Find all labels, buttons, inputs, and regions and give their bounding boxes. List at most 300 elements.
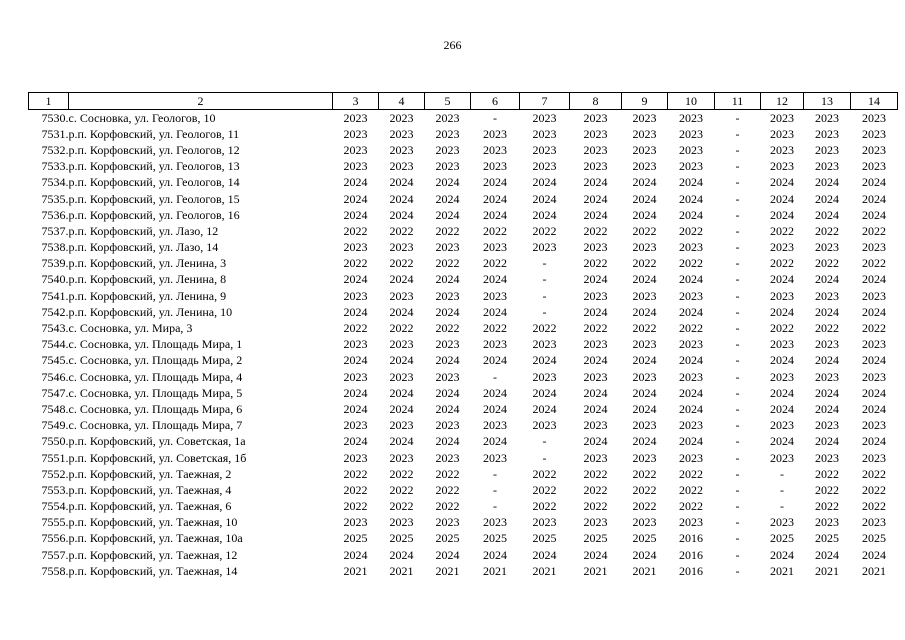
year-cell: 2022 — [583, 321, 608, 336]
year-cell: 2025 — [389, 531, 414, 546]
year-cell: 2023 — [583, 142, 608, 157]
year-cell: 2021 — [532, 563, 557, 578]
year-cell: 2022 — [679, 466, 703, 481]
year-cell: 2022 — [583, 256, 608, 271]
year-cell: 2024 — [862, 191, 886, 206]
year-cell: 2016 — [679, 563, 703, 578]
year-cell: 2023 — [532, 110, 557, 125]
year-cell: 2023 — [389, 515, 414, 530]
table-row — [29, 142, 898, 158]
year-cell: 2021 — [815, 563, 839, 578]
address-cell: р.п. Корфовский, ул. Таежная, 2 — [68, 466, 232, 481]
year-cell: 2024 — [435, 547, 460, 562]
year-cell: 2024 — [770, 401, 794, 416]
year-cell: 2024 — [435, 175, 460, 190]
year-cell: 2022 — [679, 499, 703, 514]
year-cell: 2022 — [343, 256, 368, 271]
row-number-cell: 7536. — [41, 207, 69, 222]
year-cell: - — [735, 272, 740, 287]
row-number-cell: 7555. — [41, 515, 69, 530]
year-cell: 2023 — [632, 515, 657, 530]
year-cell: - — [735, 175, 740, 190]
address-cell: р.п. Корфовский, ул. Советская, 1а — [68, 434, 246, 449]
year-cell: 2022 — [770, 223, 794, 238]
year-cell: 2022 — [679, 223, 703, 238]
address-cell: р.п. Корфовский, ул. Геологов, 15 — [68, 191, 240, 206]
year-cell: - — [493, 369, 497, 384]
year-cell: - — [780, 499, 784, 514]
year-cell: 2023 — [770, 418, 794, 433]
year-cell: 2024 — [679, 304, 703, 319]
address-cell: с. Сосновка, ул. Площадь Мира, 6 — [68, 401, 243, 416]
year-cell: 2023 — [343, 240, 368, 255]
year-cell: - — [735, 110, 740, 125]
table-row — [29, 110, 898, 127]
table-row — [29, 288, 898, 304]
year-cell: 2024 — [343, 547, 368, 562]
year-cell: 2023 — [343, 418, 368, 433]
year-cell: 2021 — [862, 563, 886, 578]
year-cell: - — [735, 240, 740, 255]
year-cell: 2023 — [815, 450, 839, 465]
year-cell: 2023 — [815, 110, 839, 125]
year-cell: 2023 — [679, 126, 703, 141]
year-cell: 2023 — [435, 515, 460, 530]
row-number-cell: 7531. — [41, 126, 69, 141]
schedule-table — [28, 92, 898, 579]
year-cell: 2022 — [435, 256, 460, 271]
year-cell: 2023 — [770, 337, 794, 352]
year-cell: - — [735, 369, 740, 384]
year-cell: - — [542, 304, 547, 319]
year-cell: 2024 — [862, 385, 886, 400]
column-header: 7 — [520, 93, 570, 110]
year-cell: 2023 — [862, 450, 886, 465]
year-cell: 2024 — [389, 304, 414, 319]
year-cell: 2022 — [815, 321, 839, 336]
year-cell: 2024 — [770, 385, 794, 400]
year-cell: - — [735, 159, 740, 174]
year-cell: 2021 — [483, 563, 507, 578]
year-cell: 2023 — [532, 418, 557, 433]
column-header: 4 — [379, 93, 425, 110]
year-cell: 2021 — [583, 563, 608, 578]
year-cell: 2022 — [483, 321, 507, 336]
year-cell: - — [735, 353, 740, 368]
year-cell: 2023 — [862, 288, 886, 303]
year-cell: 2023 — [343, 369, 368, 384]
year-cell: 2016 — [679, 531, 703, 546]
year-cell: 2024 — [583, 304, 608, 319]
year-cell: 2024 — [862, 304, 886, 319]
year-cell: 2022 — [343, 223, 368, 238]
year-cell: 2024 — [389, 401, 414, 416]
year-cell: 2023 — [679, 110, 703, 125]
year-cell: - — [493, 110, 497, 125]
year-cell: 2024 — [343, 207, 368, 222]
year-cell: 2024 — [583, 353, 608, 368]
year-cell: 2022 — [679, 482, 703, 497]
year-cell: 2023 — [435, 418, 460, 433]
year-cell: 2022 — [532, 499, 557, 514]
year-cell: 2022 — [862, 499, 886, 514]
year-cell: 2023 — [632, 337, 657, 352]
year-cell: 2023 — [389, 288, 414, 303]
year-cell: 2023 — [389, 159, 414, 174]
year-cell: 2023 — [583, 240, 608, 255]
year-cell: 2024 — [343, 434, 368, 449]
year-cell: 2024 — [343, 304, 368, 319]
row-number-cell: 7540. — [41, 272, 69, 287]
year-cell: 2022 — [343, 482, 368, 497]
year-cell: 2022 — [435, 499, 460, 514]
year-cell: 2024 — [435, 434, 460, 449]
year-cell: 2024 — [483, 353, 507, 368]
year-cell: 2022 — [389, 321, 414, 336]
year-cell: 2023 — [815, 240, 839, 255]
year-cell: 2022 — [435, 321, 460, 336]
year-cell: 2024 — [815, 385, 839, 400]
year-cell: 2022 — [532, 482, 557, 497]
table-body — [29, 110, 898, 580]
row-number-cell: 7532. — [41, 142, 69, 157]
year-cell: 2022 — [435, 466, 460, 481]
year-cell: 2024 — [389, 434, 414, 449]
year-cell: 2023 — [632, 159, 657, 174]
year-cell: 2023 — [343, 126, 368, 141]
year-cell: 2024 — [389, 547, 414, 562]
year-cell: 2022 — [389, 256, 414, 271]
year-cell: 2023 — [862, 337, 886, 352]
year-cell: 2023 — [583, 450, 608, 465]
year-cell: 2023 — [679, 337, 703, 352]
row-number-cell: 7553. — [41, 482, 69, 497]
year-cell: 2025 — [770, 531, 794, 546]
column-header: 12 — [761, 93, 804, 110]
year-cell: 2024 — [679, 353, 703, 368]
address-cell: с. Сосновка, ул. Мира, 3 — [68, 321, 193, 336]
year-cell: 2023 — [679, 142, 703, 157]
year-cell: 2023 — [632, 418, 657, 433]
year-cell: 2023 — [583, 418, 608, 433]
year-cell: 2021 — [770, 563, 794, 578]
table-row — [29, 385, 898, 401]
table-row — [29, 482, 898, 498]
address-cell: с. Сосновка, ул. Площадь Мира, 5 — [68, 385, 243, 400]
year-cell: 2024 — [583, 175, 608, 190]
year-cell: 2025 — [343, 531, 368, 546]
year-cell: - — [542, 450, 547, 465]
year-cell: 2024 — [862, 401, 886, 416]
table-row — [29, 159, 898, 175]
address-cell: с. Сосновка, ул. Площадь Мира, 2 — [68, 353, 243, 368]
year-cell: 2022 — [483, 223, 507, 238]
table-row — [29, 240, 898, 256]
address-cell: р.п. Корфовский, ул. Таежная, 6 — [68, 499, 232, 514]
year-cell: 2022 — [862, 321, 886, 336]
table-row — [29, 563, 898, 579]
row-number-cell: 7541. — [41, 288, 69, 303]
year-cell: 2022 — [632, 223, 657, 238]
year-cell: 2024 — [583, 401, 608, 416]
year-cell: 2025 — [862, 531, 886, 546]
year-cell: 2024 — [583, 191, 608, 206]
year-cell: 2024 — [435, 353, 460, 368]
table-row — [29, 369, 898, 385]
column-header: 5 — [425, 93, 471, 110]
year-cell: 2024 — [483, 191, 507, 206]
year-cell: 2024 — [632, 304, 657, 319]
year-cell: 2023 — [483, 142, 507, 157]
row-number-cell: 7548. — [41, 401, 69, 416]
year-cell: 2023 — [770, 159, 794, 174]
column-header: 10 — [668, 93, 715, 110]
column-header: 6 — [471, 93, 520, 110]
year-cell: 2023 — [532, 142, 557, 157]
row-number-cell: 7543. — [41, 321, 69, 336]
year-cell: - — [735, 499, 740, 514]
year-cell: 2024 — [770, 175, 794, 190]
year-cell: 2025 — [632, 531, 657, 546]
year-cell: 2024 — [770, 207, 794, 222]
year-cell: 2023 — [389, 240, 414, 255]
year-cell: - — [735, 466, 740, 481]
table-row — [29, 499, 898, 515]
year-cell: 2023 — [532, 126, 557, 141]
year-cell: 2024 — [483, 401, 507, 416]
column-header: 11 — [715, 93, 761, 110]
year-cell: 2024 — [679, 401, 703, 416]
year-cell: 2024 — [770, 353, 794, 368]
year-cell: 2024 — [815, 353, 839, 368]
year-cell: 2023 — [815, 515, 839, 530]
year-cell: 2023 — [770, 515, 794, 530]
year-cell: 2024 — [532, 547, 557, 562]
address-cell: р.п. Корфовский, ул. Таежная, 10 — [68, 515, 238, 530]
year-cell: 2024 — [862, 207, 886, 222]
year-cell: - — [735, 434, 740, 449]
year-cell: 2022 — [815, 499, 839, 514]
year-cell: 2024 — [632, 353, 657, 368]
year-cell: 2024 — [435, 385, 460, 400]
year-cell: 2023 — [532, 369, 557, 384]
year-cell: - — [735, 142, 740, 157]
year-cell: 2024 — [862, 353, 886, 368]
year-cell: 2022 — [343, 499, 368, 514]
address-cell: р.п. Корфовский, ул. Таежная, 10а — [68, 531, 243, 546]
year-cell: 2024 — [679, 191, 703, 206]
year-cell: 2024 — [862, 434, 886, 449]
year-cell: - — [735, 482, 740, 497]
year-cell: 2023 — [435, 142, 460, 157]
year-cell: 2024 — [862, 547, 886, 562]
year-cell: - — [735, 401, 740, 416]
table-row — [29, 418, 898, 434]
address-cell: р.п. Корфовский, ул. Геологов, 13 — [68, 159, 240, 174]
table-row — [29, 450, 898, 466]
year-cell: 2024 — [583, 547, 608, 562]
year-cell: 2023 — [770, 240, 794, 255]
year-cell: 2024 — [815, 191, 839, 206]
table-row — [29, 304, 898, 320]
address-cell: р.п. Корфовский, ул. Геологов, 12 — [68, 142, 240, 157]
year-cell: - — [542, 434, 547, 449]
year-cell: 2024 — [862, 272, 886, 287]
year-cell: 2024 — [483, 434, 507, 449]
address-cell: р.п. Корфовский, ул. Лазо, 14 — [68, 240, 219, 255]
year-cell: 2023 — [679, 450, 703, 465]
year-cell: 2024 — [632, 207, 657, 222]
year-cell: 2024 — [815, 434, 839, 449]
year-cell: 2023 — [583, 369, 608, 384]
year-cell: 2024 — [632, 434, 657, 449]
year-cell: 2023 — [483, 240, 507, 255]
year-cell: 2024 — [532, 401, 557, 416]
year-cell: 2022 — [435, 223, 460, 238]
year-cell: 2023 — [583, 110, 608, 125]
year-cell: 2024 — [483, 385, 507, 400]
year-cell: 2024 — [583, 385, 608, 400]
year-cell: 2023 — [583, 337, 608, 352]
year-cell: 2024 — [862, 175, 886, 190]
year-cell: 2024 — [815, 272, 839, 287]
year-cell: 2024 — [343, 353, 368, 368]
row-number-cell: 7538. — [41, 240, 69, 255]
address-cell: р.п. Корфовский, ул. Лазо, 12 — [68, 223, 219, 238]
address-cell: р.п. Корфовский, ул. Таежная, 12 — [68, 547, 238, 562]
row-number-cell: 7552. — [41, 466, 69, 481]
year-cell: 2023 — [483, 515, 507, 530]
year-cell: 2023 — [632, 450, 657, 465]
year-cell: 2024 — [435, 207, 460, 222]
year-cell: 2023 — [583, 126, 608, 141]
year-cell: 2024 — [389, 272, 414, 287]
year-cell: 2024 — [343, 385, 368, 400]
year-cell: - — [542, 272, 547, 287]
row-number-cell: 7549. — [41, 418, 69, 433]
year-cell: 2022 — [435, 482, 460, 497]
year-cell: - — [735, 126, 740, 141]
year-cell: 2023 — [679, 418, 703, 433]
table-row — [29, 337, 898, 353]
table-row — [29, 320, 898, 336]
table-row — [29, 466, 898, 482]
year-cell: 2023 — [679, 159, 703, 174]
year-cell: - — [780, 482, 784, 497]
year-cell: - — [735, 191, 740, 206]
row-number-cell: 7554. — [41, 499, 69, 514]
year-cell: 2023 — [435, 337, 460, 352]
year-cell: 2023 — [815, 159, 839, 174]
year-cell: 2022 — [632, 256, 657, 271]
table-row — [29, 126, 898, 142]
year-cell: 2023 — [632, 240, 657, 255]
year-cell: 2021 — [435, 563, 460, 578]
year-cell: 2023 — [389, 337, 414, 352]
year-cell: 2023 — [483, 337, 507, 352]
year-cell: - — [493, 499, 497, 514]
year-cell: 2024 — [343, 191, 368, 206]
year-cell: 2024 — [483, 207, 507, 222]
column-header: 8 — [570, 93, 622, 110]
year-cell: 2024 — [583, 434, 608, 449]
year-cell: 2023 — [435, 110, 460, 125]
year-cell: 2022 — [770, 256, 794, 271]
year-cell: 2024 — [343, 175, 368, 190]
year-cell: 2022 — [389, 466, 414, 481]
address-cell: с. Сосновка, ул. Площадь Мира, 7 — [68, 418, 243, 433]
year-cell: 2022 — [679, 321, 703, 336]
year-cell: 2023 — [483, 288, 507, 303]
year-cell: 2022 — [583, 482, 608, 497]
year-cell: 2024 — [770, 547, 794, 562]
year-cell: 2022 — [632, 499, 657, 514]
year-cell: 2025 — [532, 531, 557, 546]
year-cell: 2023 — [343, 288, 368, 303]
year-cell: 2025 — [815, 531, 839, 546]
year-cell: 2022 — [862, 223, 886, 238]
address-cell: р.п. Корфовский, ул. Таежная, 4 — [68, 482, 232, 497]
year-cell: 2024 — [679, 175, 703, 190]
year-cell: 2024 — [815, 175, 839, 190]
year-cell: 2024 — [815, 547, 839, 562]
year-cell: 2023 — [532, 515, 557, 530]
year-cell: 2022 — [583, 466, 608, 481]
year-cell: 2023 — [343, 110, 368, 125]
column-header: 13 — [804, 93, 851, 110]
year-cell: 2023 — [862, 159, 886, 174]
column-header: 3 — [333, 93, 379, 110]
year-cell: 2023 — [583, 159, 608, 174]
address-cell: р.п. Корфовский, ул. Советская, 1б — [68, 450, 247, 465]
year-cell: 2023 — [815, 126, 839, 141]
year-cell: 2023 — [435, 126, 460, 141]
year-cell: 2025 — [435, 531, 460, 546]
address-cell: с. Сосновка, ул. Площадь Мира, 1 — [68, 337, 243, 352]
year-cell: 2022 — [389, 482, 414, 497]
row-number-cell: 7542. — [41, 304, 69, 319]
year-cell: 2023 — [583, 288, 608, 303]
year-cell: 2023 — [862, 418, 886, 433]
year-cell: 2024 — [632, 385, 657, 400]
year-cell: 2023 — [862, 240, 886, 255]
address-cell: р.п. Корфовский, ул. Таежная, 14 — [68, 563, 238, 578]
table-row — [29, 353, 898, 369]
year-cell: 2021 — [343, 563, 368, 578]
year-cell: 2023 — [483, 126, 507, 141]
year-cell: 2024 — [483, 175, 507, 190]
year-cell: 2024 — [679, 207, 703, 222]
column-header: 9 — [622, 93, 668, 110]
year-cell: 2022 — [583, 223, 608, 238]
year-cell: 2023 — [343, 337, 368, 352]
year-cell: 2022 — [815, 466, 839, 481]
year-cell: 2024 — [343, 401, 368, 416]
year-cell: 2023 — [435, 159, 460, 174]
year-cell: 2022 — [532, 466, 557, 481]
year-cell: 2024 — [632, 175, 657, 190]
address-cell: р.п. Корфовский, ул. Ленина, 8 — [68, 272, 227, 287]
table-row — [29, 207, 898, 223]
table-row — [29, 547, 898, 563]
year-cell: 2022 — [483, 256, 507, 271]
year-cell: - — [735, 223, 740, 238]
year-cell: 2016 — [679, 547, 703, 562]
year-cell: 2024 — [770, 191, 794, 206]
year-cell: 2022 — [532, 223, 557, 238]
year-cell: 2024 — [532, 175, 557, 190]
year-cell: 2022 — [815, 482, 839, 497]
